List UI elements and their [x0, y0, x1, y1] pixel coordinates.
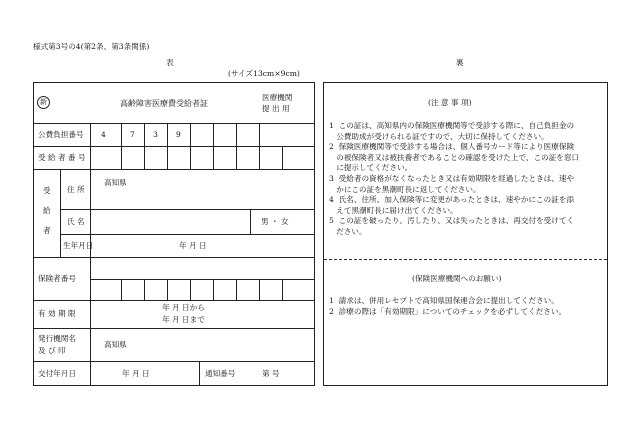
- notes-title: (注 意 事 項): [428, 98, 472, 107]
- note-line: 4 氏名、住所、加入保険等に変更があったときは、速やかにこの証を添: [329, 195, 574, 205]
- front-label: 表: [166, 58, 174, 67]
- institution-list: [329, 296, 566, 317]
- issuer-label-line2: 及 び 印: [38, 346, 66, 355]
- note-line: 2 保険医療機関等で受診する場合は、個人番号カード等により医療保険: [329, 142, 575, 152]
- note-line: に提示してください。: [329, 163, 413, 173]
- issue-date-label: 交付年月日: [38, 369, 76, 378]
- birthdate-value: 年 月 日: [179, 241, 207, 250]
- address-value: 高知県: [104, 178, 127, 187]
- birthdate-label: 生年月日: [63, 241, 94, 250]
- validity-to: 年 月 日まで: [162, 315, 205, 324]
- insurer-number-label: 保険者番号: [38, 274, 76, 283]
- recipient-number-label: 受 給 者 番 号: [38, 153, 86, 162]
- form-number: 様式第3号の4(第2条、第3条関係): [33, 42, 150, 51]
- note-line: 3 受給者の資格がなくなったとき又は有効期限を経過したときは、速や: [329, 173, 575, 183]
- note-line: 1 この証は、高知県内の保険医療機関等で受診する際に、自己負担金の: [329, 121, 575, 130]
- notice-number-value: 第 号: [262, 369, 280, 378]
- note-line: ださい。: [329, 226, 367, 236]
- gender-value: 男 ・ 女: [261, 217, 289, 226]
- institution-line: 1 請求は、併用レセプトで高知県国保連合会に提出してください。: [329, 296, 559, 305]
- section-divider: [324, 259, 607, 260]
- medical-institution-line1: 医療機関: [262, 93, 293, 102]
- note-line: 5 この証を破ったり、汚したり、又は失ったときは、再交付を受けてく: [329, 216, 575, 226]
- institution-line: 2 診療の際は「有効期限」についてのチェックを必ずしてください。: [329, 306, 567, 316]
- address-label: 住 所: [67, 185, 85, 194]
- back-card: [323, 82, 608, 386]
- institution-title: (保険医療機関へのお願い): [412, 274, 502, 283]
- card-title: 高齢障害医療費受給者証: [120, 99, 208, 108]
- size-note: (サイズ13cm×9cm): [228, 69, 300, 78]
- back-label: 裏: [456, 58, 464, 67]
- note-line: の被保険者又は被扶養者であることの確認を受けた上で、この証を窓口: [329, 152, 580, 162]
- front-card: [33, 82, 315, 386]
- recipient-section-char: 者: [43, 226, 51, 235]
- validity-label: 有 効 期 限: [38, 309, 76, 318]
- recipient-section-char: 受: [43, 186, 51, 195]
- issue-date-value: 年 月 日: [122, 369, 150, 378]
- medical-institution-line2: 提 出 用: [262, 104, 290, 113]
- payer-digit: 7: [130, 130, 135, 139]
- notice-number-label: 通知番号: [205, 369, 236, 378]
- name-label: 氏 名: [67, 217, 85, 226]
- notes-list: [329, 121, 579, 238]
- note-line: えて黒潮町長に届け出てください。: [329, 205, 458, 215]
- note-line: かにこの証を黒潮町長に返してください。: [329, 184, 481, 194]
- payer-digit: 4: [101, 130, 106, 139]
- issuer-label-line1: 発行機関名: [38, 334, 76, 343]
- recipient-section-char: 給: [43, 206, 51, 215]
- note-line: 公費助成が受けられる証ですので、大切に保持してください。: [329, 131, 549, 141]
- payer-digit: 3: [153, 130, 158, 139]
- validity-from: 年 月 日から: [162, 303, 205, 312]
- payer-digit: 9: [176, 130, 181, 139]
- new-mark-icon: 新: [37, 96, 50, 109]
- issuer-value: 高知県: [104, 340, 127, 349]
- payer-number-label: 公費負担番号: [38, 130, 84, 139]
